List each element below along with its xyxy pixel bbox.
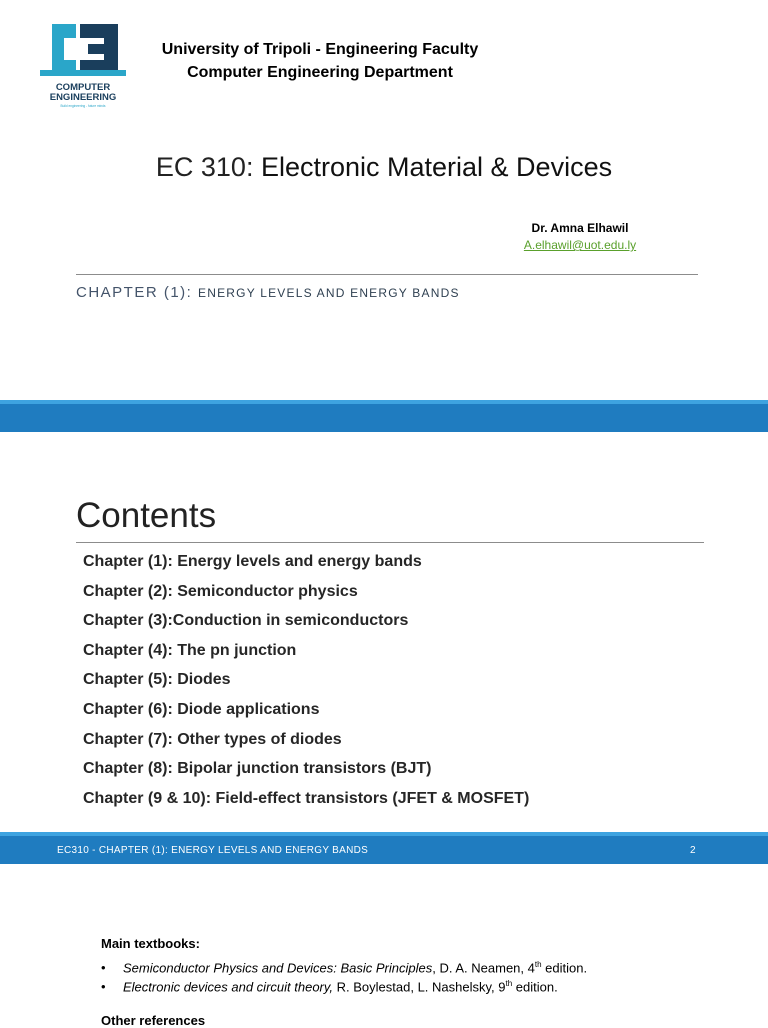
computer-engineering-logo — [40, 20, 126, 112]
ordinal-suffix: th — [534, 960, 542, 969]
contents-heading: Contents — [76, 496, 217, 535]
textbook-title: Electronic devices and circuit theory, — [123, 979, 334, 995]
textbook-edition: edition. — [541, 960, 588, 976]
contents-item: Chapter (6): Diode applications — [83, 700, 320, 718]
chapter-title: ENERGY LEVELS AND ENERGY BANDS — [198, 286, 460, 300]
textbook-item — [101, 974, 587, 993]
course-title — [0, 152, 768, 183]
slide-separator-band — [0, 400, 768, 432]
slide-footer-highlight — [0, 832, 768, 836]
bullet-icon: • — [101, 960, 106, 976]
contents-item: Chapter (7): Other types of diodes — [83, 730, 342, 748]
ordinal-suffix: th — [505, 979, 513, 988]
chapter-subtitle — [76, 284, 460, 301]
university-name: University of Tripoli - Engineering Faculty — [161, 41, 479, 58]
contents-item: Chapter (4): The pn junction — [83, 641, 297, 659]
course-name: Electronic Material & Devices — [260, 152, 613, 182]
textbooks-list — [101, 955, 587, 993]
divider — [76, 274, 698, 275]
instructor-email-link[interactable]: A.elhawil@uot.edu.ly — [523, 238, 637, 252]
textbook-details: , D. A. Neamen, 4 — [432, 960, 535, 976]
svg-text:Build engineering - future min: Build engineering - future minds — [60, 104, 106, 108]
contents-item: Chapter (1): Energy levels and energy bands — [83, 553, 422, 570]
page-number: 2 — [690, 845, 696, 856]
textbook-title: Semiconductor Physics and Devices: Basic Principles — [123, 960, 433, 976]
textbook-details: R. Boylestad, L. Nashelsky, 9 — [333, 979, 506, 995]
instructor-name: Dr. Amna Elhawil — [531, 221, 629, 235]
divider — [76, 542, 704, 543]
contents-item: Chapter (8): Bipolar junction transistors (BJT) — [83, 760, 432, 778]
other-references-heading: Other references — [101, 1013, 206, 1028]
bullet-icon: • — [101, 979, 106, 995]
footer-text: EC310 - CHAPTER (1): ENERGY LEVELS AND ENERGY BANDS — [57, 845, 369, 856]
chapter-prefix: CHAPTER (1): — [76, 284, 193, 301]
contents-item: Chapter (2): Semiconductor physics — [83, 582, 358, 600]
textbook-edition: edition. — [512, 979, 558, 995]
department-name: Computer Engineering Department — [187, 64, 453, 81]
svg-text:COMPUTER: COMPUTER — [55, 82, 111, 93]
contents-item: Chapter (9 & 10): Field-effect transistors (JFET & MOSFET) — [83, 789, 530, 807]
contents-list — [83, 549, 529, 815]
textbook-item — [101, 955, 587, 974]
contents-item: Chapter (3):Conduction in semiconductors — [83, 612, 409, 630]
textbooks-heading: Main textbooks: — [101, 936, 200, 951]
course-code: EC 310: — [155, 152, 254, 182]
svg-text:ENGINEERING: ENGINEERING — [49, 92, 117, 103]
slide-separator-highlight — [0, 400, 768, 404]
contents-item: Chapter (5): Diodes — [83, 671, 231, 689]
